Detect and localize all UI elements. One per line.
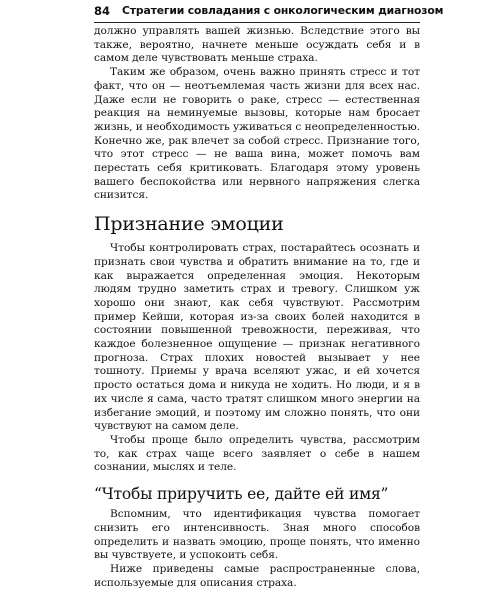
subsection-heading: “Чтобы приручить ее, дайте ей имя” xyxy=(94,485,389,504)
book-page xyxy=(94,0,444,589)
page-body xyxy=(94,25,420,590)
page-number: 84 xyxy=(94,4,111,18)
section-paragraph-1: Чтобы контролировать страх, постарайтесь осознать и признать свои чувства и обратить внимание на то, где и как выражается определенная эмоция. Некоторым людям трудно заметить страх и тревогу. Слишком уж хорошо они знают, как себя чувствуют. Рассмотрим пример Кейши, которая из-за своих болей находится в состоянии повышенной тревожности, переживая, что каждое болезненное ощущение — признак негативного прогноза. Страх плохих новостей вызывает у нее тошноту. Приемы у врача вселяют ужас, и ей хочется просто остаться дома и никуда не ходить. Но люди, и я в их числе я сама, часто тратят слишком много энергии на избегание эмоций, и поэтому им сложно понять, что они чувствуют на самом деле. xyxy=(94,242,420,433)
body-paragraph-continued: должно управлять вашей жизнью. Вследствие этого вы также, вероятно, начнете меньше осуждать себя и в самом деле чувствовать меньше страха. xyxy=(94,25,420,65)
section-paragraph-2: Чтобы проще было определить чувства, рассмотрим то, как страх чаще всего заявляет о себе в нашем сознании, мыслях и теле. xyxy=(94,433,420,474)
subsection-paragraph-1: Вспомним, что идентификация чувства помогает снизить его интенсивность. Зная много способов определить и назвать эмоцию, проще понять, что именно вы чувствуете, и успокоить себя. xyxy=(94,508,420,562)
body-paragraph-stress: Таким же образом, очень важно принять стресс и тот факт, что он — неотъемлемая часть жизни для всех нас. Даже если не говорить о раке, стресс — естественная реакция на неминуемые вызовы, которые нам бросает жизнь, и необходимость уживаться с неопределенностью. Конечно же, рак влечет за собой стресс. Признание того, что этот стресс — не ваша вина, может помочь вам перестать себя критиковать. Благодаря этому уровень вашего беспокойства или нервного напряжения слегка снизится. xyxy=(94,66,420,202)
subsection-paragraph-2: Ниже приведены самые распространенные слова, используемые для описания страха. xyxy=(94,562,420,589)
running-header xyxy=(94,0,444,23)
running-title: Стратегии совладания с онкологическим диагнозом xyxy=(122,4,444,17)
section-heading: Признание эмоции xyxy=(94,213,284,236)
